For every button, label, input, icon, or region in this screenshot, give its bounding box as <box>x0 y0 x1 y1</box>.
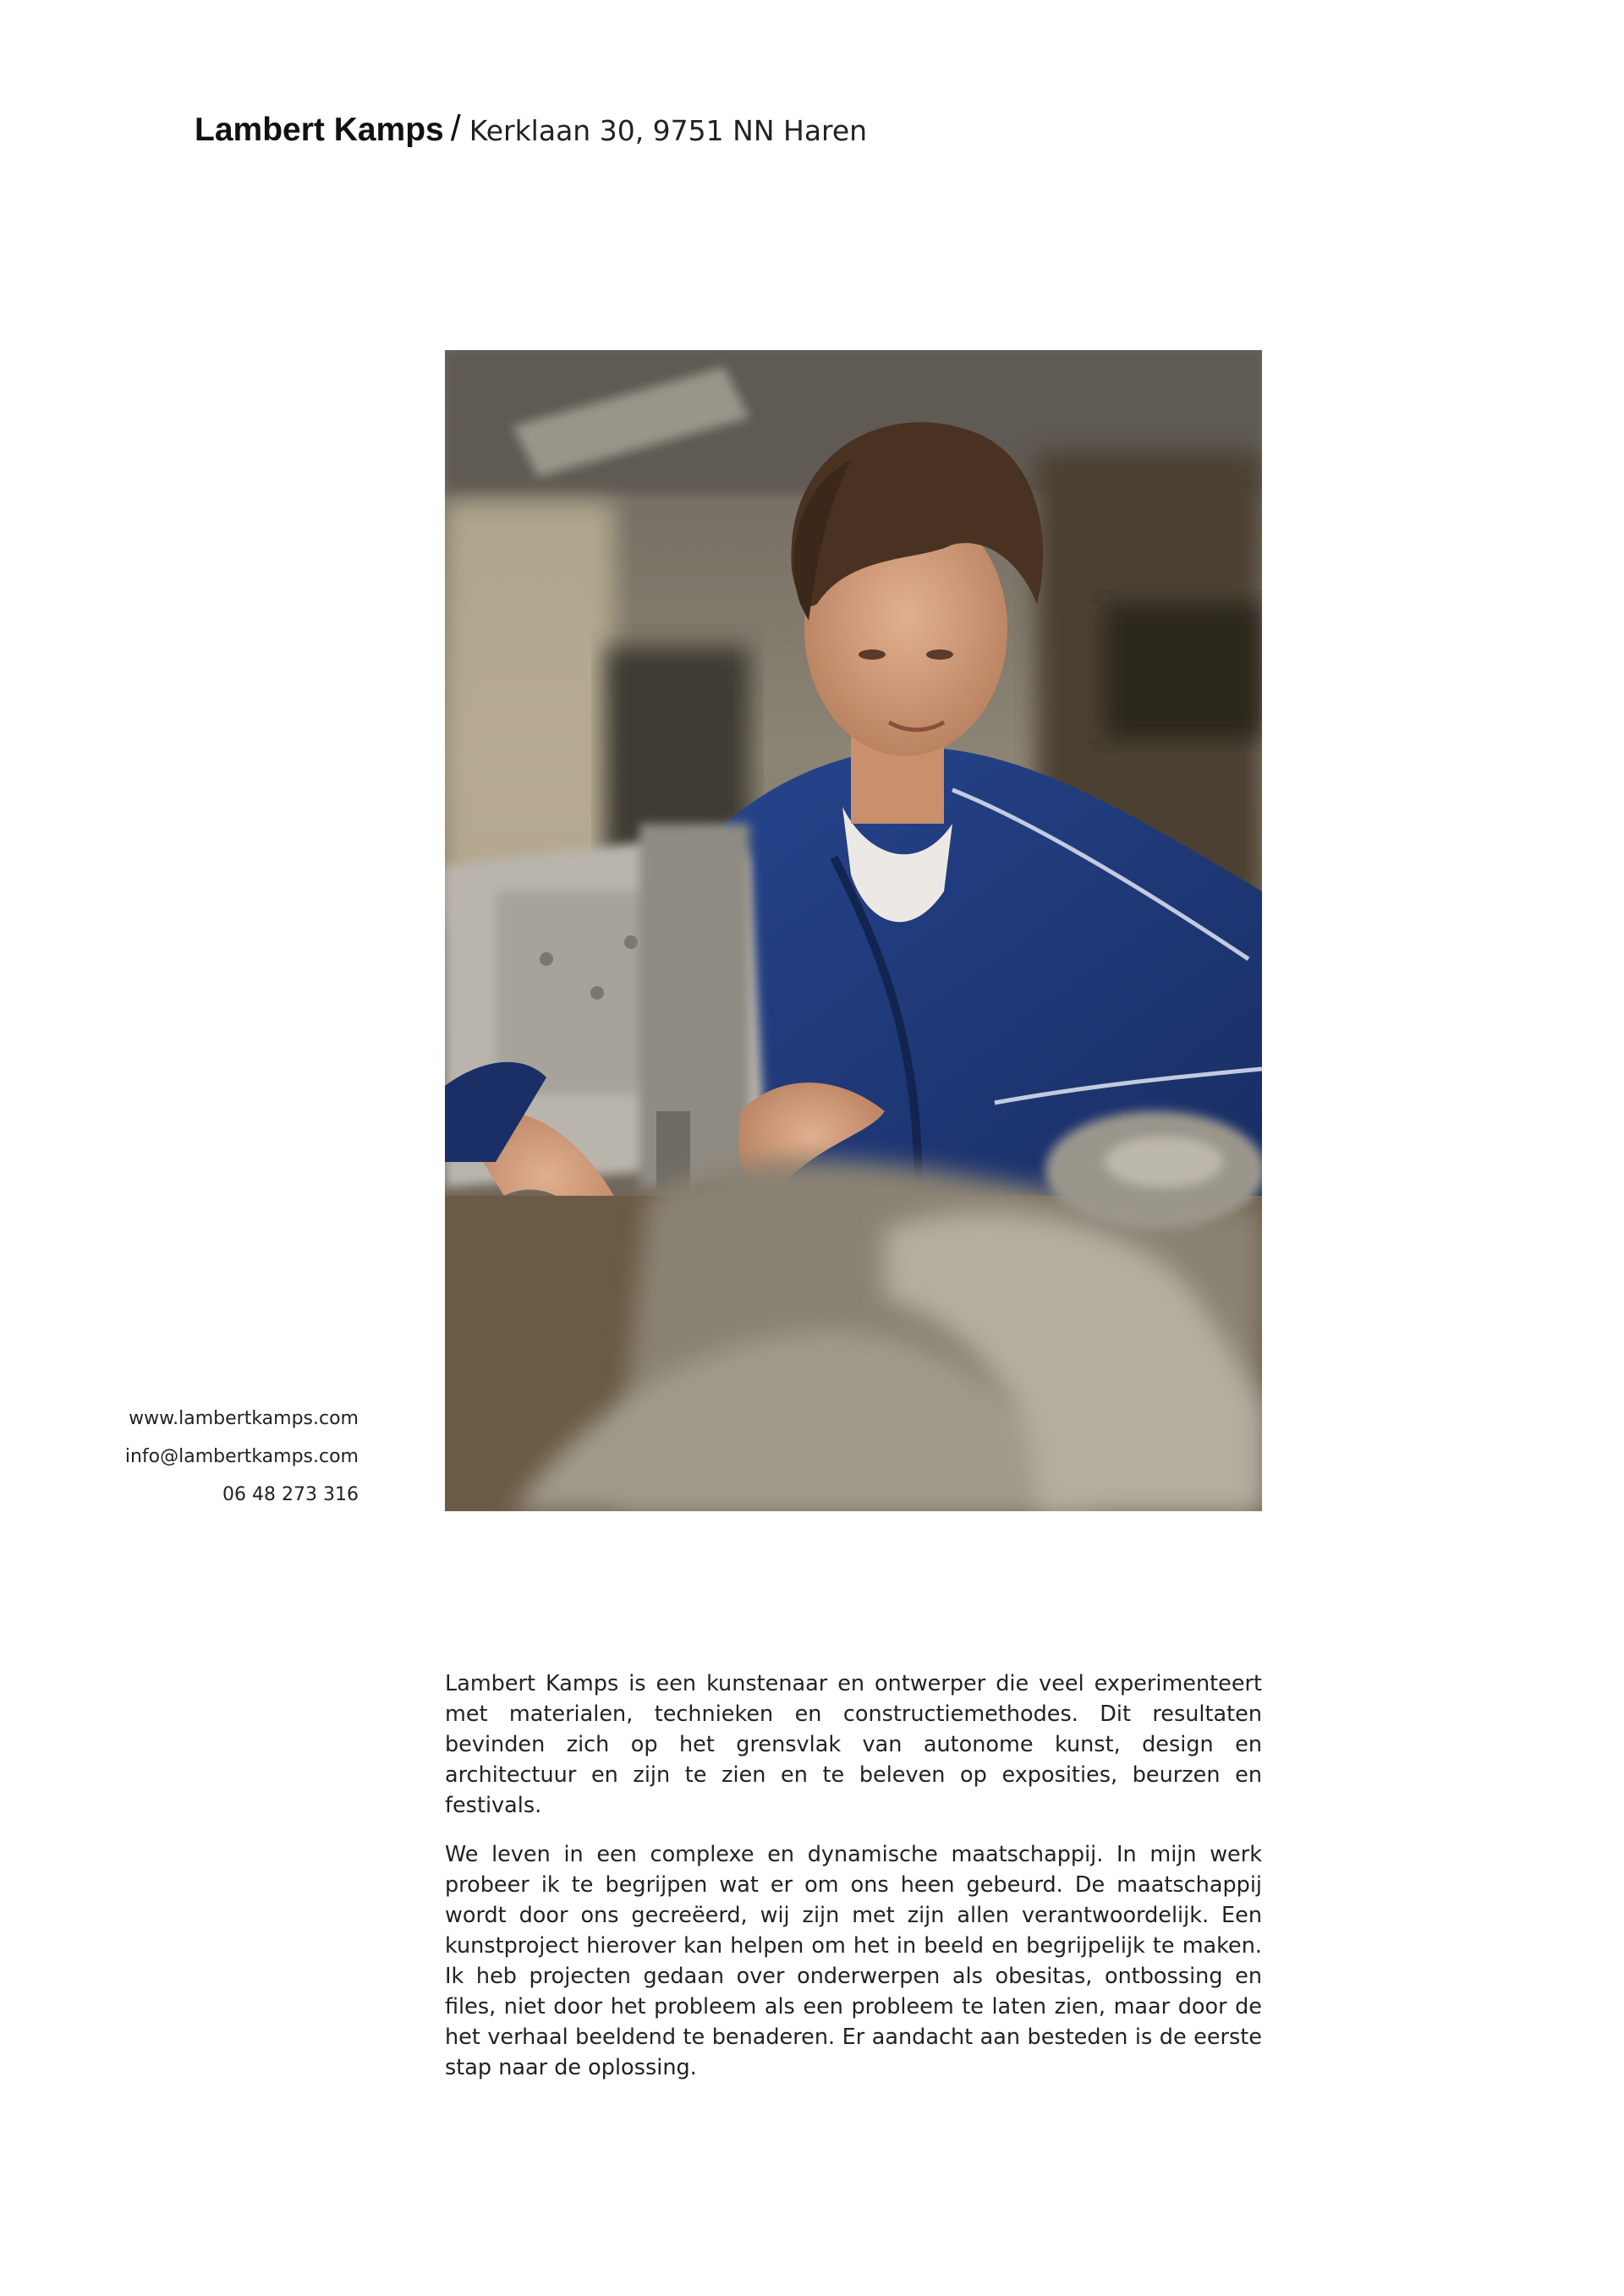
phone-number: 06 48 273 316 <box>222 1484 359 1505</box>
page-header <box>195 108 867 150</box>
email-link[interactable]: info@lambertkamps.com <box>124 1446 359 1467</box>
portrait-photo <box>445 350 1262 1511</box>
website-link[interactable]: www.lambertkamps.com <box>129 1408 359 1429</box>
artist-name: Lambert Kamps <box>195 112 444 148</box>
artist-address: Kerklaan 30, 9751 NN Haren <box>469 114 868 147</box>
bio-paragraph-2: We leven in een complexe en dynamische maatschappij. In mijn werk probeer ik te begrijpen wat er om ons heen gebeurd. De maatschappij wordt door ons gecreëerd, wij zijn met zijn allen verantwoordelijk. Een kunstproject hierover kan helpen om het in beeld en begrijpelijk te maken. Ik heb projecten gedaan over onderwerpen als obesitas, ontbossing en files, niet door het probleem als een probleem te laten zien, maar door de het verhaal beeldend te benaderen. Er aandacht aan besteden is de eerste stap naar de oplossing. <box>445 1842 1262 2080</box>
bio-paragraph-1: Lambert Kamps is een kunstenaar en ontwerper die veel experimenteert met materialen, technieken en constructiemethodes. Dit resultaten bevinden zich op het grensvlak van autonome kunst, design en architectuur en zijn te zien en te beleven op exposities, beurzen en festivals. <box>445 1671 1262 1818</box>
contact-details <box>125 1400 359 1514</box>
header-separator: / <box>450 108 461 149</box>
artist-bio <box>445 1669 1262 2101</box>
portrait-illustration <box>445 350 1262 1511</box>
